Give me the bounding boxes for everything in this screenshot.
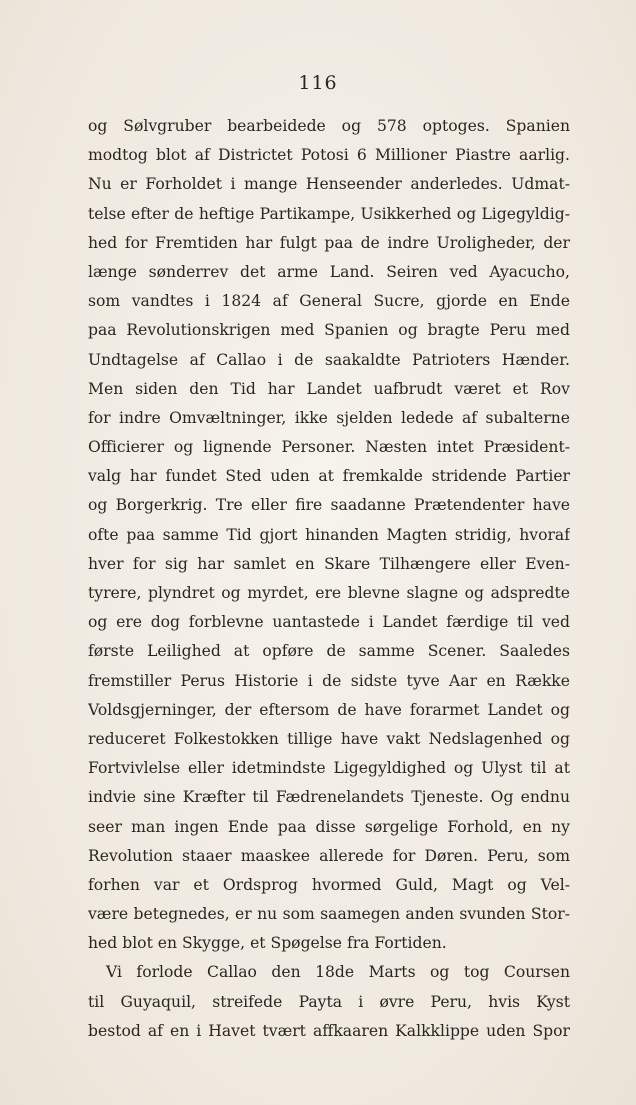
- text-line: for indre Omvæltninger, ikke sjelden ledede af subalterne: [88, 408, 570, 427]
- text-line: første Leilighed at opføre de samme Scener. Saaledes: [88, 642, 570, 661]
- text-line: og Sølvgruber bearbeidede og 578 optoges. Spanien: [88, 117, 570, 135]
- text-line: modtog blot af Districtet Potosi 6 Millioner Piastre aarlig.: [88, 146, 570, 165]
- text-line: paa Revolutionskrigen med Spanien og bragte Peru med: [88, 321, 570, 340]
- text-line: til Guyaquil, streifede Payta i øvre Peru, hvis Kyst: [88, 992, 570, 1011]
- text-line: bestod af en i Havet tvært affkaaren Kalkklippe uden Spor: [88, 1021, 570, 1040]
- text-line: Fortvivlelse eller idetmindste Ligegyldighed og Ulyst til at: [88, 759, 570, 778]
- text-line: Undtagelse af Callao i de saakaldte Patrioters Hænder.: [88, 350, 570, 369]
- text-line: og Borgerkrig. Tre eller fire saadanne Prætendenter have: [88, 496, 570, 515]
- body-text: [88, 112, 570, 1046]
- text-line: Revolution staaer maaskee allerede for Døren. Peru, som: [88, 846, 570, 865]
- text-line: som vandtes i 1824 af General Sucre, gjorde en Ende: [88, 292, 570, 311]
- text-line: indvie sine Kræfter til Fædrenelandets Tjeneste. Og endnu: [88, 788, 570, 807]
- text-line: seer man ingen Ende paa disse sørgelige Forhold, en ny: [88, 817, 570, 836]
- text-line: valg har fundet Sted uden at fremkalde stridende Partier: [88, 467, 570, 486]
- text-line: længe sønderrev det arme Land. Seiren ved Ayacucho,: [88, 262, 570, 281]
- text-line: reduceret Folkestokken tillige have vakt Nedslagenhed og: [88, 729, 570, 748]
- text-line: være betegnedes, er nu som saamegen anden svunden Stor-: [88, 905, 570, 924]
- text-line: Men siden den Tid har Landet uafbrudt været et Rov: [88, 379, 570, 398]
- text-line: fremstiller Perus Historie i de sidste tyve Aar en Række: [88, 671, 570, 690]
- page-number: 116: [298, 72, 338, 94]
- text-line: Voldsgjerninger, der eftersom de have forarmet Landet og: [88, 700, 570, 719]
- text-line: og ere dog forblevne uantastede i Landet færdige til ved: [88, 613, 570, 632]
- text-line: ofte paa samme Tid gjort hinanden Magten stridig, hvoraf: [88, 525, 570, 544]
- text-line: forhen var et Ordsprog hvormed Guld, Magt og Vel-: [88, 875, 570, 894]
- text-line: hed blot en Skygge, et Spøgelse fra Fortiden.: [88, 934, 447, 953]
- text-line: hed for Fremtiden har fulgt paa de indre Uroligheder, der: [88, 233, 570, 252]
- text-line: Vi forlode Callao den 18de Marts og tog Coursen: [106, 963, 570, 982]
- text-line: Nu er Forholdet i mange Henseender anderledes. Udmat-: [88, 175, 570, 194]
- text-line: telse efter de heftige Partikampe, Usikkerhed og Ligegyldig-: [88, 204, 570, 223]
- text-line: hver for sig har samlet en Skare Tilhængere eller Even-: [88, 554, 570, 573]
- text-line: Officierer og lignende Personer. Næsten intet Præsident-: [88, 438, 570, 457]
- text-line: tyrere, plyndret og myrdet, ere blevne slagne og adspredte: [88, 584, 570, 602]
